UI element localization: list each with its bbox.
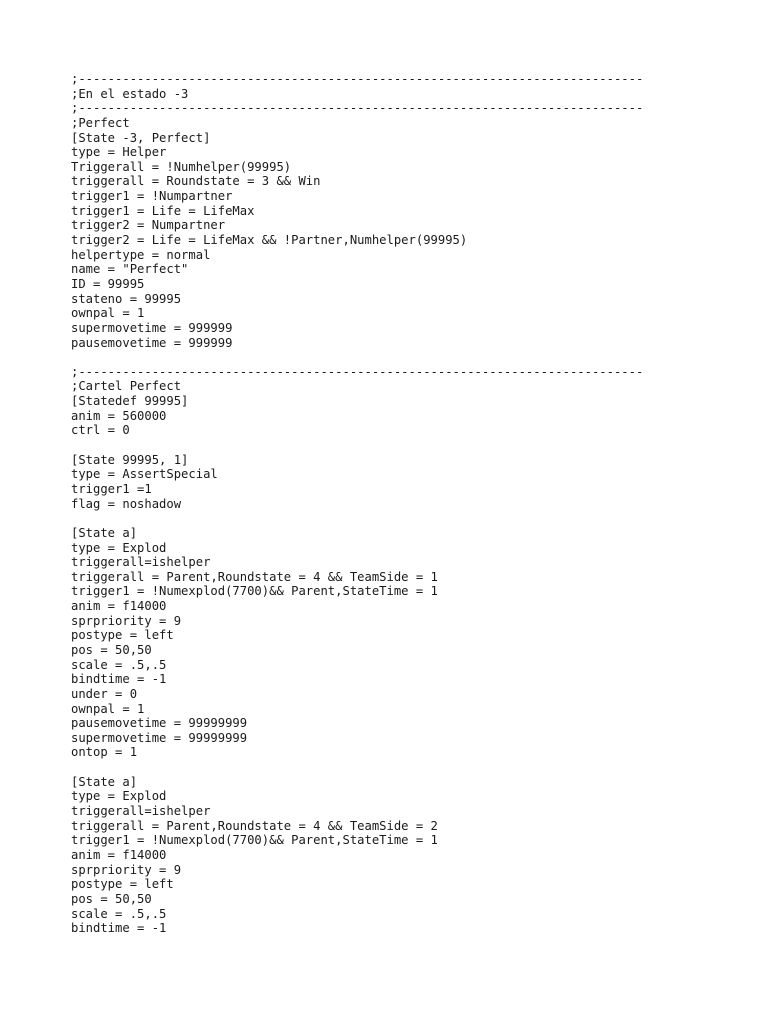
- code-line: ;-----------------------------------------------------------------------------: [71, 101, 644, 116]
- code-line: bindtime = -1: [71, 672, 167, 687]
- code-line: trigger1 = !Numexplod(7700)&& Parent,StateTime = 1: [71, 584, 438, 599]
- code-line: [State a]: [71, 774, 138, 789]
- code-line: pausemovetime = 99999999: [71, 716, 248, 731]
- code-line: [State 99995, 1]: [71, 452, 189, 467]
- code-line: trigger1 = Life = LifeMax: [71, 203, 255, 218]
- code-line: under = 0: [71, 686, 138, 701]
- code-line: Triggerall = !Numhelper(99995): [71, 159, 292, 174]
- code-line: helpertype = normal: [71, 247, 211, 262]
- code-line: [71, 511, 643, 526]
- code-line: [Statedef 99995]: [71, 394, 189, 409]
- code-line: trigger2 = Numpartner: [71, 218, 226, 233]
- code-line: ctrl = 0: [71, 423, 130, 438]
- code-line: triggerall = Parent,Roundstate = 4 && TeamSide = 1: [71, 569, 438, 584]
- code-line: flag = noshadow: [71, 496, 182, 511]
- code-line: anim = f14000: [71, 847, 167, 862]
- code-line: triggerall=ishelper: [71, 555, 211, 570]
- code-line: trigger2 = Life = LifeMax && !Partner,Numhelper(99995): [71, 233, 468, 248]
- code-line: anim = f14000: [71, 599, 167, 614]
- code-line: triggerall = Parent,Roundstate = 4 && TeamSide = 2: [71, 818, 438, 833]
- code-line: postype = left: [71, 628, 174, 643]
- code-line: supermovetime = 99999999: [71, 730, 248, 745]
- code-line: ontop = 1: [71, 745, 138, 760]
- code-line: [71, 438, 643, 453]
- code-line: trigger1 = !Numexplod(7700)&& Parent,StateTime = 1: [71, 833, 438, 848]
- code-line: sprpriority = 9: [71, 613, 182, 628]
- code-line: trigger1 = !Numpartner: [71, 189, 233, 204]
- code-line: type = Explod: [71, 789, 167, 804]
- code-line: supermovetime = 999999: [71, 320, 233, 335]
- code-line: scale = .5,.5: [71, 657, 167, 672]
- code-line: ;Cartel Perfect: [71, 379, 182, 394]
- code-line: pos = 50,50: [71, 891, 152, 906]
- code-line: name = "Perfect": [71, 262, 189, 277]
- code-line: ID = 99995: [71, 276, 145, 291]
- code-line: ownpal = 1: [71, 701, 145, 716]
- code-line: [71, 350, 643, 365]
- code-line: ;En el estado -3: [71, 86, 189, 101]
- code-line: sprpriority = 9: [71, 862, 182, 877]
- code-line: anim = 560000: [71, 408, 167, 423]
- code-line: ;-----------------------------------------------------------------------------: [71, 72, 644, 86]
- code-line: trigger1 =1: [71, 481, 152, 496]
- code-line: scale = .5,.5: [71, 906, 167, 921]
- code-line: [State -3, Perfect]: [71, 130, 211, 145]
- code-line: pausemovetime = 999999: [71, 335, 233, 350]
- code-line: bindtime = -1: [71, 921, 167, 936]
- code-line: type = Helper: [71, 145, 167, 160]
- code-line: pos = 50,50: [71, 642, 152, 657]
- code-line: stateno = 99995: [71, 291, 182, 306]
- code-line: type = AssertSpecial: [71, 467, 218, 482]
- code-line: postype = left: [71, 877, 174, 892]
- code-line: triggerall=ishelper: [71, 804, 211, 819]
- code-listing: [71, 72, 643, 936]
- code-line: type = Explod: [71, 540, 167, 555]
- code-line: ownpal = 1: [71, 306, 145, 321]
- code-line: [State a]: [71, 525, 138, 540]
- code-line: ;-----------------------------------------------------------------------------: [71, 364, 644, 379]
- code-line: triggerall = Roundstate = 3 && Win: [71, 174, 321, 189]
- code-line: [71, 760, 643, 775]
- code-line: ;Perfect: [71, 115, 130, 130]
